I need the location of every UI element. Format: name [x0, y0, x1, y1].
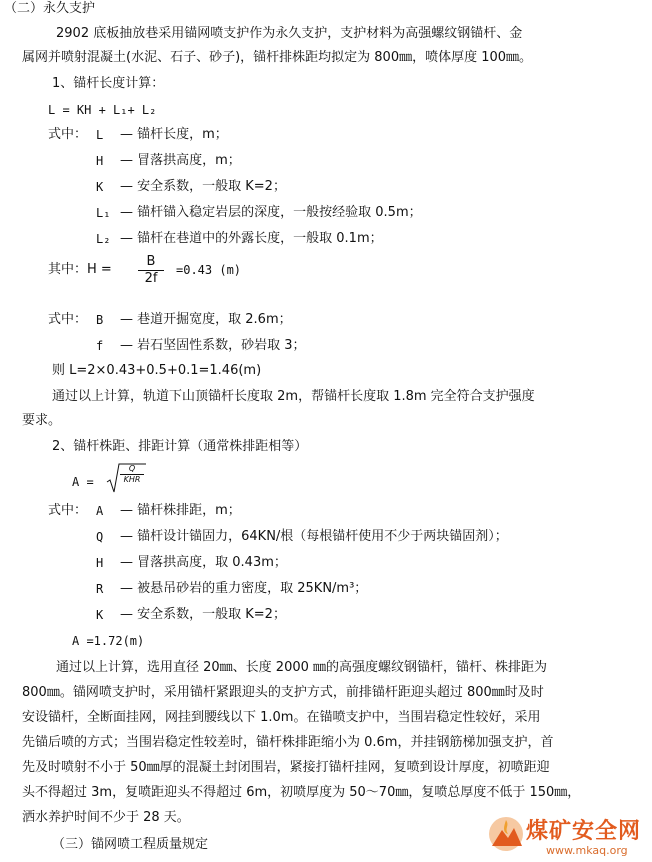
paragraph-line: 头不得超过 3m，复喷距迎头不得超过 6m，初喷厚度为 50～70㎜，复喷总厚度不低于 150㎜， [22, 785, 581, 800]
fraction-numerator: Q [128, 464, 136, 473]
subsection-title: 2、锚杆株距、排距计算（通常株排距相等） [52, 439, 308, 454]
definition-symbol: Q [96, 530, 104, 544]
h-fraction [138, 254, 164, 287]
definition-text: — 锚杆长度，m； [120, 127, 228, 142]
definition-prefix: 式中： [48, 312, 88, 327]
definition-text: — 锚杆在巷道中的外露长度，一般取 0.1m； [120, 231, 383, 246]
definition-symbol: A [96, 504, 104, 518]
definition-text: — 锚杆株排距，m； [120, 503, 241, 518]
definition-symbol: B [96, 313, 104, 327]
definition-symbol: L [96, 128, 104, 142]
definition-text: — 安全系数，一般取 K=2； [120, 179, 286, 194]
h-formula-prefix: 其中：H = [48, 262, 112, 277]
definition-text: — 锚杆设计锚固力，64KN/根（每根锚杆使用不少于两块锚固剂）； [120, 529, 508, 544]
sqrt-expression [106, 462, 146, 494]
definition-prefix: 式中： [48, 127, 88, 142]
site-watermark-logo [486, 810, 652, 862]
definition-text: — 安全系数，一般取 K=2； [120, 607, 286, 622]
definition-symbol: H [96, 556, 104, 570]
flame-mountain-icon [486, 814, 526, 854]
paragraph-line: 800㎜。锚网喷支护时，采用锚杆紧跟迎头的支护方式，前排锚杆距迎头超过 800㎜时及时 [22, 685, 544, 700]
definition-symbol: R [96, 582, 104, 596]
definition-symbol: L₂ [96, 232, 111, 246]
paragraph-line: 先锚后喷的方式；当围岩稳定性较差时，锚杆株排距缩小为 0.6m，并挂钢筋梯加强支护，首 [22, 735, 554, 750]
definition-symbol: L₁ [96, 206, 111, 220]
length-result: 则 L=2×0.43+0.5+0.1=1.46(m) [52, 363, 262, 378]
definition-prefix: 式中： [48, 503, 88, 518]
watermark-name: 煤矿安全网 [526, 818, 642, 844]
subsection-title: 1、锚杆长度计算： [52, 76, 165, 91]
definition-text: — 岩石坚固性系数，砂岩取 3； [120, 338, 306, 353]
spacing-result: A =1.72(m) [72, 634, 145, 648]
definition-symbol: K [96, 608, 104, 622]
paragraph-line: 属网并喷射混凝土(水泥、石子、砂子)，锚杆排株距均拟定为 800㎜，喷体厚度 100㎜。 [22, 50, 533, 65]
paragraph-line: 洒水养护时间不少于 28 天。 [22, 810, 190, 825]
fraction-denominator: KHR [123, 475, 141, 484]
formula-length: L = KH + L₁+ L₂ [48, 103, 157, 117]
paragraph-line: 安设锚杆，全断面挂网，网挂到腰线以下 1.0m。在锚喷支护中，当围岩稳定性较好，采用 [22, 710, 541, 725]
definition-text: — 被悬吊砂岩的重力密度，取 25KN/m³； [120, 581, 368, 596]
paragraph-line: 通过以上计算，轨道下山顶锚杆长度取 2m，帮锚杆长度取 1.8m 完全符合支护强度 [52, 389, 535, 404]
definition-text: — 冒落拱高度，m； [120, 153, 241, 168]
watermark-url: www.mkaq.org [546, 844, 628, 857]
definition-symbol: H [96, 154, 104, 168]
paragraph-line: 先及时喷射不小于 50㎜厚的混凝土封闭围岩，紧接打锚杆挂网，复喷到设计厚度，初喷距迎 [22, 760, 550, 775]
fraction-denominator: 2f [144, 271, 158, 286]
definition-text: — 巷道开掘宽度，取 2.6m； [120, 312, 292, 327]
definition-text: — 冒落拱高度，取 0.43m； [120, 555, 287, 570]
spacing-formula-prefix: A = [72, 475, 94, 489]
h-formula-result: =0.43 (m) [176, 263, 242, 277]
paragraph-line: 要求。 [22, 413, 62, 428]
paragraph-line: 2902 底板抽放巷采用锚网喷支护作为永久支护，支护材料为高强螺纹钢锚杆、金 [56, 26, 523, 41]
section-heading-permanent-support: （二）永久支护 [4, 1, 96, 16]
definition-symbol: K [96, 180, 104, 194]
definition-text: — 锚杆锚入稳定岩层的深度，一般按经验取 0.5m； [120, 205, 422, 220]
paragraph-line: 通过以上计算，选用直径 20㎜、长度 2000 ㎜的高强度螺纹钢锚杆，锚杆、株排距为 [56, 660, 548, 675]
fraction-numerator: B [146, 254, 156, 269]
definition-symbol: f [96, 339, 104, 353]
section-heading-quality: （三）锚网喷工程质量规定 [52, 837, 209, 852]
